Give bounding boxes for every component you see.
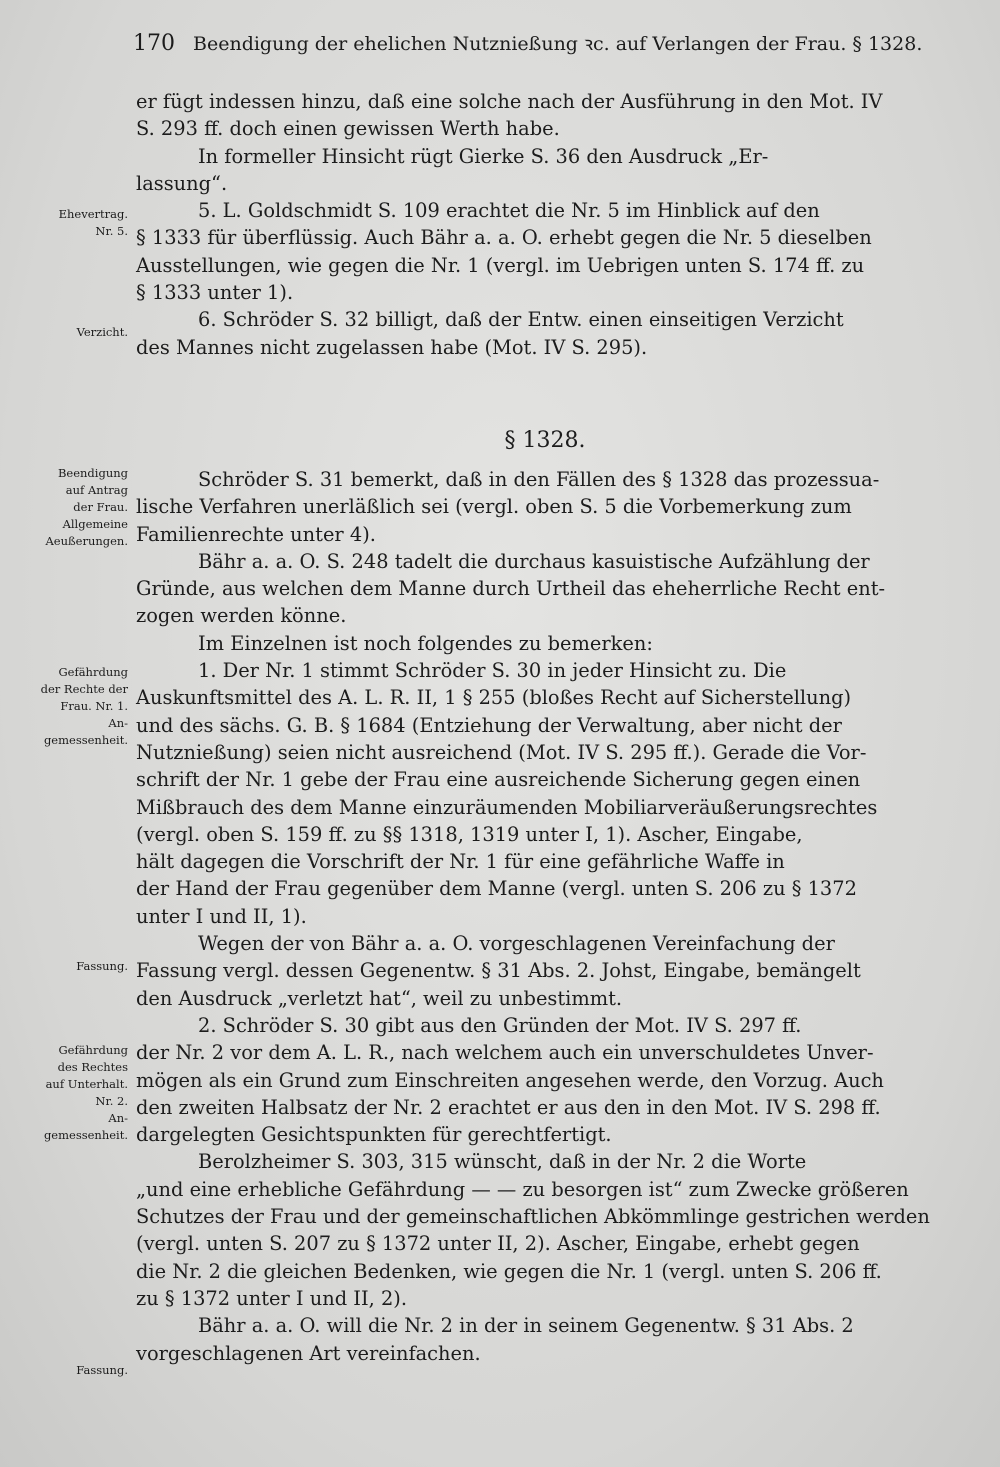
- margin-note-line: gemessenheit.: [43, 733, 128, 747]
- text-line: der Nr. 2 vor dem A. L. R., nach welchem auch ein unverschuldetes Unver-: [136, 1041, 874, 1065]
- margin-note-line: auf Unterhalt.: [45, 1077, 128, 1091]
- text-line: Schutzes der Frau und der gemeinschaftlichen Abkömmlinge gestrichen werden: [136, 1205, 930, 1229]
- text-line: und des sächs. G. B. § 1684 (Entziehung der Verwaltung, aber nicht der: [136, 713, 842, 737]
- paragraph: [136, 930, 934, 1012]
- text-line: den Ausdruck „verletzt hat“, weil zu unbestimmt.: [136, 986, 623, 1010]
- margin-note-line: der Rechte der: [40, 682, 128, 696]
- margin-note-line: Aeußerungen.: [45, 534, 128, 548]
- text-line: 6. Schröder S. 32 billigt, daß der Entw. einen einseitigen Verzicht: [198, 308, 844, 332]
- margin-note-line: des Rechtes: [57, 1060, 128, 1074]
- margin-note-line: Allgemeine: [62, 517, 128, 531]
- margin-note: [28, 1362, 128, 1379]
- margin-note: [28, 324, 128, 341]
- text-line: der Hand der Frau gegenüber dem Manne (vergl. unten S. 206 zu § 1372: [136, 877, 857, 901]
- margin-note-line: Nr. 5.: [95, 224, 128, 238]
- margin-note-line: Nr. 2.: [95, 1094, 128, 1108]
- text-line: Mißbrauch des dem Manne einzuräumenden Mobiliarveräußerungsrechtes: [136, 795, 878, 819]
- text-line: § 1333 für überflüssig. Auch Bähr a. a. O. erhebt gegen die Nr. 5 dieselben: [136, 226, 872, 250]
- text-line: (vergl. oben S. 159 ff. zu §§ 1318, 1319 unter I, 1). Ascher, Eingabe,: [136, 822, 803, 846]
- paragraph: [136, 1148, 934, 1312]
- text-line: die Nr. 2 die gleichen Bedenken, wie gegen die Nr. 1 (vergl. unten S. 206 ff.: [136, 1259, 882, 1283]
- text-line: lassung“.: [136, 171, 228, 195]
- margin-note-line: Verzicht.: [76, 325, 128, 339]
- paragraph: [136, 143, 934, 198]
- text-line: hält dagegen die Vorschrift der Nr. 1 für eine gefährliche Waffe in: [136, 850, 785, 874]
- margin-note-line: Gefährdung: [58, 1043, 128, 1057]
- text-line: Bähr a. a. O. S. 248 tadelt die durchaus kasuistische Aufzählung der: [198, 549, 870, 573]
- margin-note: [28, 664, 128, 749]
- running-title: Beendigung der ehelichen Nutznießung ꝛc. auf Verlangen der Frau. § 1328.: [193, 33, 923, 55]
- margin-note-line: Fassung.: [76, 959, 128, 973]
- paragraph: [136, 466, 934, 548]
- text-line: (vergl. unten S. 207 zu § 1372 unter II, 2). Ascher, Eingabe, erhebt gegen: [136, 1232, 860, 1256]
- text-line: Auskunftsmittel des A. L. R. II, 1 § 255 (bloßes Recht auf Sicherstellung): [136, 686, 852, 710]
- text-line: Wegen der von Bähr a. a. O. vorgeschlagenen Vereinfachung der: [198, 932, 835, 956]
- text-line: er fügt indessen hinzu, daß eine solche nach der Ausführung in den Mot. IV: [136, 90, 883, 113]
- section-heading-text: § 1328.: [504, 428, 586, 453]
- paragraph: [136, 197, 934, 306]
- running-header: [133, 30, 933, 56]
- text-line: Berolzheimer S. 303, 315 wünscht, daß in der Nr. 2 die Worte: [198, 1150, 807, 1174]
- text-line: unter I und II, 1).: [136, 904, 307, 928]
- text-line: zogen werden könne.: [136, 604, 347, 628]
- text-line: dargelegten Gesichtspunkten für gerechtfertigt.: [136, 1123, 612, 1147]
- paragraph: [136, 88, 934, 143]
- paragraph: [136, 548, 934, 630]
- text-line: 5. L. Goldschmidt S. 109 erachtet die Nr. 5 im Hinblick auf den: [198, 199, 820, 223]
- margin-note: [28, 206, 128, 240]
- margin-note-line: der Frau.: [73, 500, 128, 514]
- text-line: zu § 1372 unter I und II, 2).: [136, 1286, 408, 1310]
- text-line: In formeller Hinsicht rügt Gierke S. 36 den Ausdruck „Er-: [198, 144, 769, 168]
- text-line: 2. Schröder S. 30 gibt aus den Gründen der Mot. IV S. 297 ff.: [198, 1013, 802, 1037]
- text-line: Bähr a. a. O. will die Nr. 2 in der in seinem Gegenentw. § 31 Abs. 2: [198, 1314, 854, 1338]
- text-line: 1. Der Nr. 1 stimmt Schröder S. 30 in jeder Hinsicht zu. Die: [198, 659, 787, 683]
- text-line: S. 293 ff. doch einen gewissen Werth habe.: [136, 117, 560, 141]
- text-line: Fassung vergl. dessen Gegenentw. § 31 Abs. 2. Johst, Eingabe, bemängelt: [136, 959, 861, 983]
- margin-note-line: An-: [108, 716, 128, 730]
- paragraph: [136, 306, 934, 361]
- margin-note-line: auf Antrag: [65, 483, 128, 497]
- margin-note-line: Beendigung: [57, 466, 128, 480]
- page-number: 170: [133, 31, 175, 56]
- text-line: vorgeschlagenen Art vereinfachen.: [136, 1341, 481, 1365]
- text-line: Im Einzelnen ist noch folgendes zu bemerken:: [198, 631, 653, 655]
- body-text-top: [136, 88, 934, 361]
- text-line: schrift der Nr. 1 gebe der Frau eine ausreichende Sicherung gegen einen: [136, 768, 861, 792]
- text-line: Nutznießung) seien nicht ausreichend (Mot. IV S. 295 ff.). Gerade die Vor-: [136, 740, 867, 764]
- margin-note-line: Ehevertrag.: [58, 207, 128, 221]
- text-line: den zweiten Halbsatz der Nr. 2 erachtet er aus den in den Mot. IV S. 298 ff.: [136, 1095, 881, 1119]
- body-text-bottom: [136, 466, 934, 1367]
- text-line: Schröder S. 31 bemerkt, daß in den Fällen des § 1328 das prozessua-: [198, 468, 880, 491]
- text-line: „und eine erhebliche Gefährdung — — zu besorgen ist“ zum Zwecke größeren: [136, 1177, 909, 1201]
- margin-note: [28, 958, 128, 975]
- paragraph: [136, 1312, 934, 1367]
- text-line: Familienrechte unter 4).: [136, 522, 376, 546]
- margin-note-line: Frau. Nr. 1.: [60, 699, 128, 713]
- text-line: des Mannes nicht zugelassen habe (Mot. IV S. 295).: [136, 335, 648, 359]
- text-line: Ausstellungen, wie gegen die Nr. 1 (vergl. im Uebrigen unten S. 174 ff. zu: [136, 253, 865, 277]
- margin-note: [28, 1042, 128, 1144]
- text-line: Gründe, aus welchen dem Manne durch Urtheil das eheherrliche Recht ent-: [136, 577, 886, 601]
- paragraph: [136, 1012, 934, 1148]
- text-line: § 1333 unter 1).: [136, 281, 294, 305]
- paragraph: [136, 630, 934, 657]
- paragraph: [136, 657, 934, 930]
- margin-note-line: An-: [108, 1111, 128, 1125]
- section-heading: [0, 428, 1000, 453]
- margin-note: [28, 465, 128, 550]
- text-line: mögen als ein Grund zum Einschreiten angesehen werde, den Vorzug. Auch: [136, 1068, 884, 1092]
- text-line: lische Verfahren unerläßlich sei (vergl. oben S. 5 die Vorbemerkung zum: [136, 495, 852, 519]
- margin-note-line: Gefährdung: [58, 665, 128, 679]
- margin-note-line: Fassung.: [76, 1363, 128, 1377]
- margin-note-line: gemessenheit.: [43, 1128, 128, 1142]
